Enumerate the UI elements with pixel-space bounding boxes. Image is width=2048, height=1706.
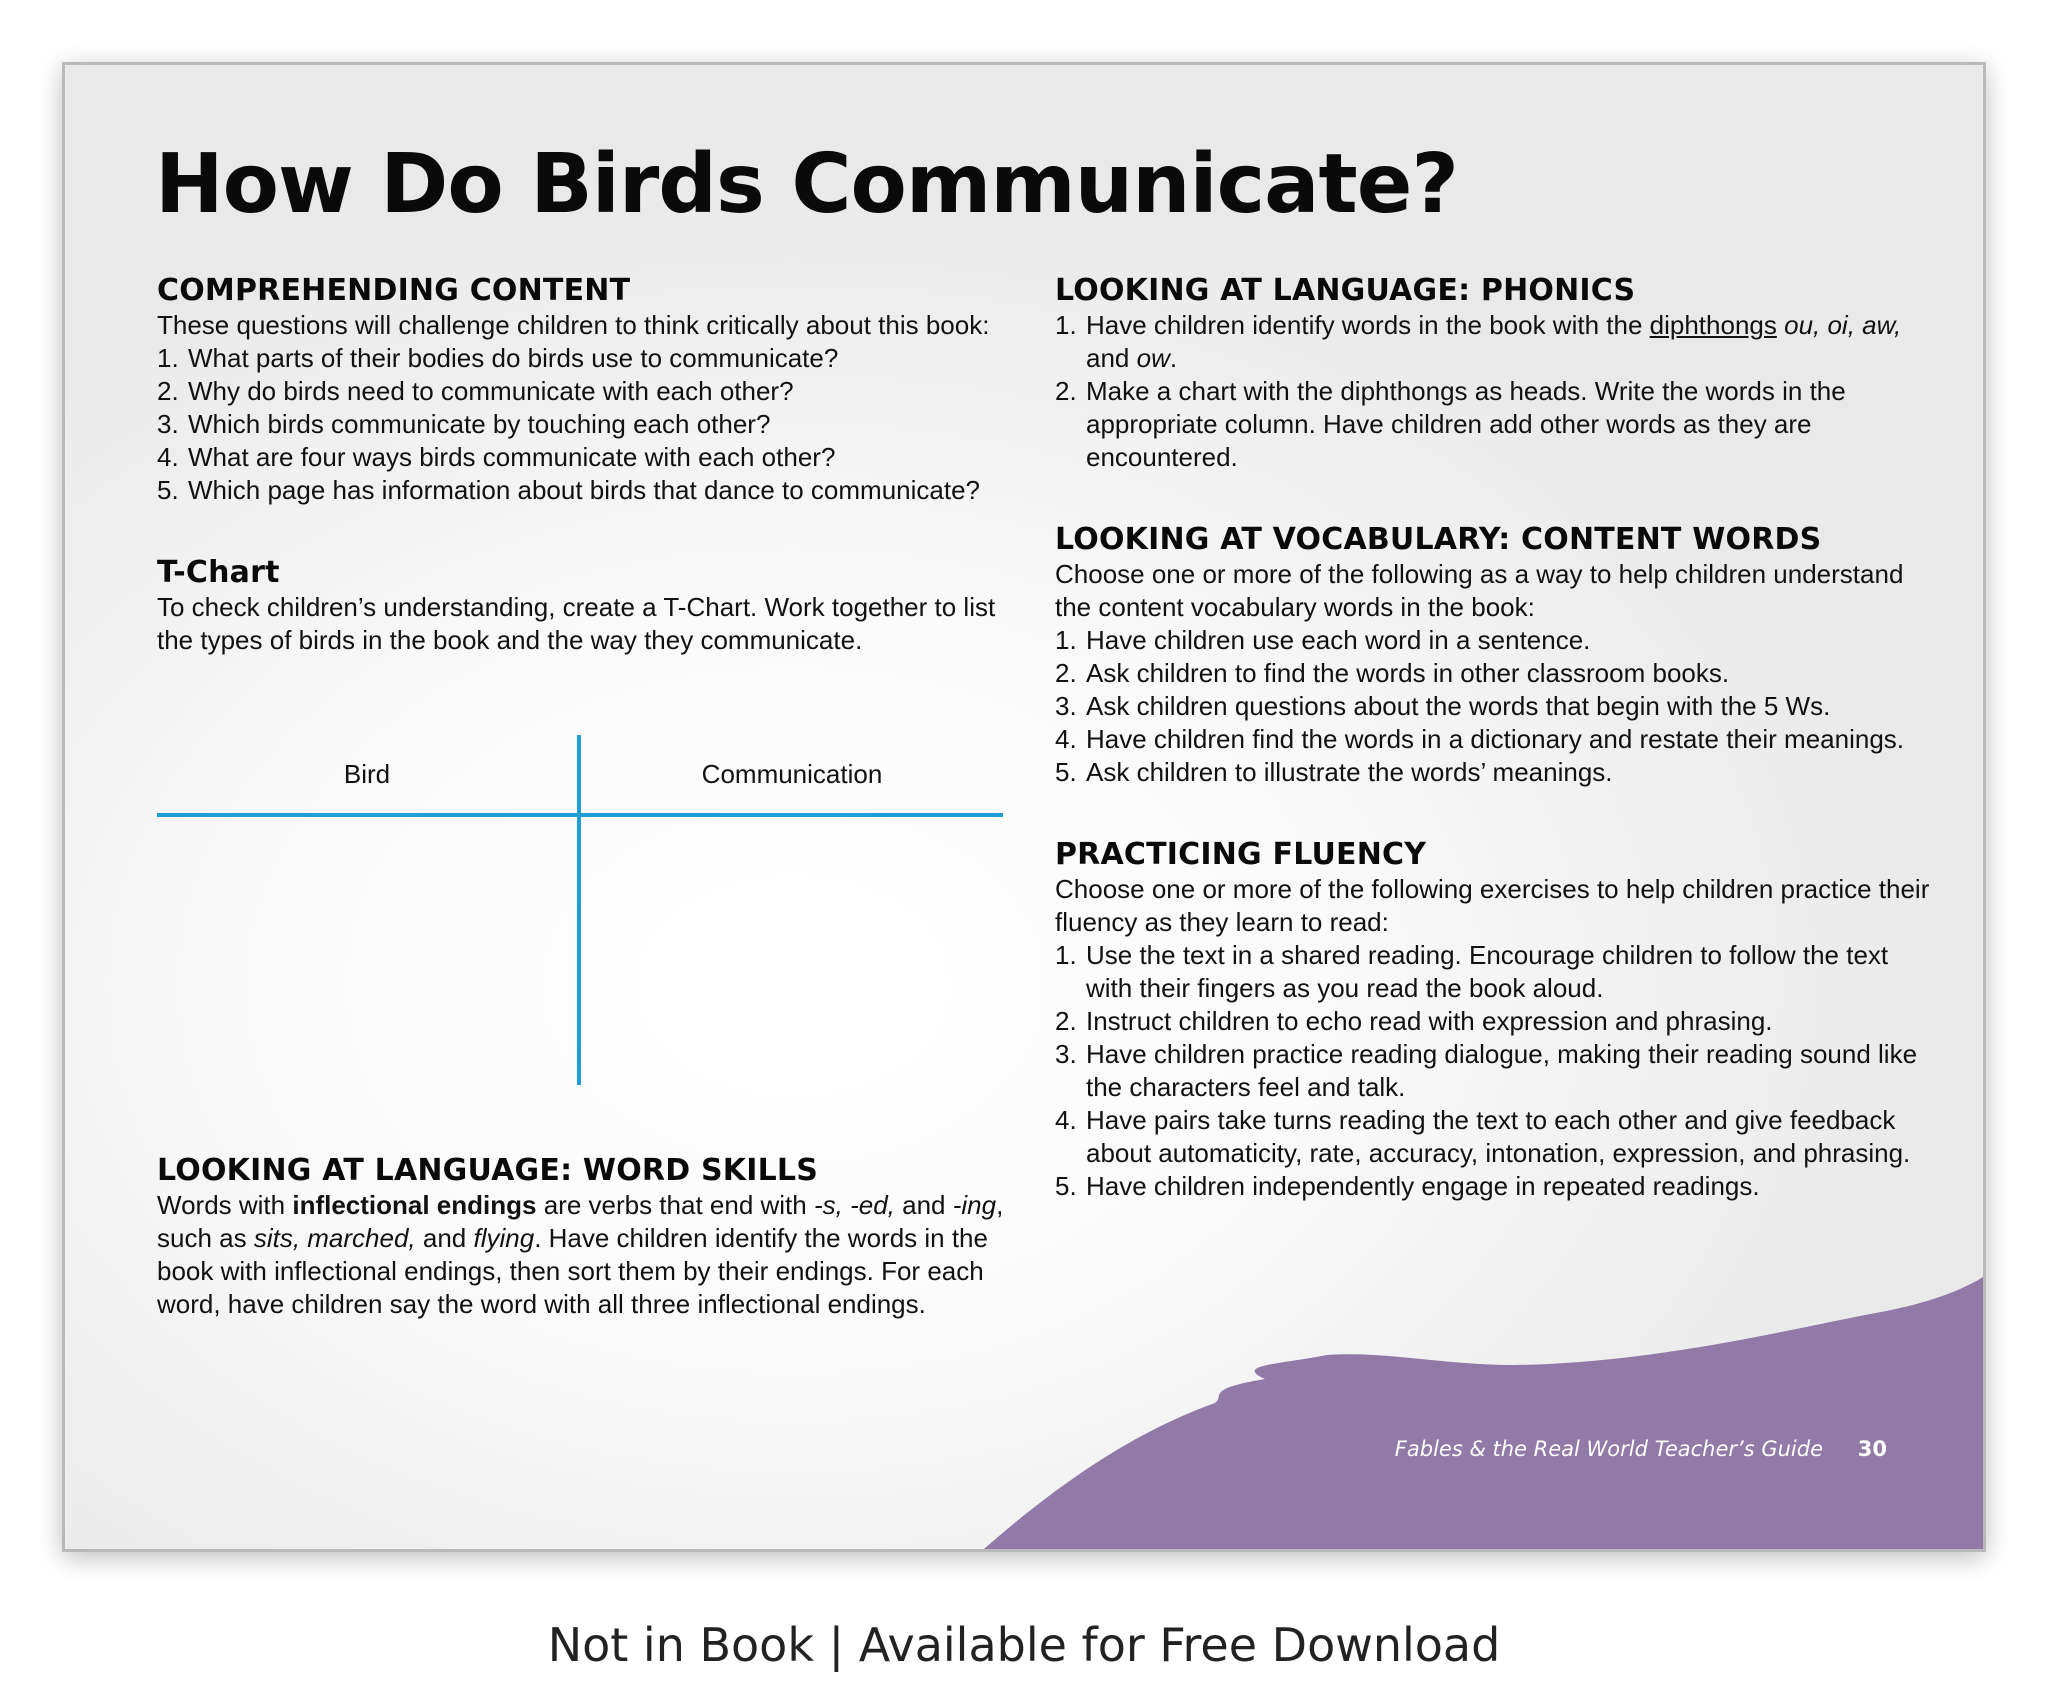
text-run: , such as [157,1190,1004,1253]
t-chart-section [157,555,1017,1085]
italic-term: -ing [952,1190,997,1220]
section-intro: Choose one or more of the following exercises to help children practice their fluency as they learn to read: [1055,874,1930,937]
item-number: 5. [1055,1171,1077,1201]
item-text: Which page has information about birds that dance to communicate? [188,475,981,505]
italic-term: sits, marched, [253,1223,416,1253]
item-number: 1. [157,343,179,373]
left-column [157,273,1017,1369]
item-text: Ask children to find the words in other classroom books. [1086,658,1730,688]
text-run: are verbs that end with [536,1190,814,1220]
item-number: 3. [1055,691,1077,721]
vocabulary-list [1055,624,1935,789]
italic-term: -s, -ed, [813,1190,895,1220]
section-intro: To check children’s understanding, create a T-Chart. Work together to list the types of birds in the book and the way they communicate. [157,592,996,655]
item-text: Have children use each word in a sentence. [1086,625,1591,655]
section-heading: LOOKING AT LANGUAGE: PHONICS [1055,273,1636,308]
item-text: Have children independently engage in repeated readings. [1086,1171,1760,1201]
list-item [1055,723,1935,756]
item-number: 5. [1055,757,1077,787]
item-text: Which birds communicate by touching each other? [188,409,771,439]
list-item [1055,690,1935,723]
italic-term: flying [473,1223,535,1253]
t-chart-column-bird: Bird [343,759,391,789]
item-number: 3. [157,409,179,439]
list-item [1055,939,1935,1005]
footer-guide-title: Fables & the Real World Teacher’s Guide [1394,1437,1823,1461]
bold-term: inflectional endings [292,1190,537,1220]
word-skills-section [157,1153,1017,1321]
item-number: 2. [1055,1006,1077,1036]
item-text: What parts of their bodies do birds use to communicate? [188,343,839,373]
item-text: Use the text in a shared reading. Encourage children to follow the text with their fingers as you read the book aloud. [1086,940,1889,1003]
item-number: 4. [157,442,179,472]
text-run: and [894,1190,953,1220]
list-item [1055,657,1935,690]
page-title: How Do Birds Communicate? [155,137,1458,232]
item-text: Ask children to illustrate the words’ meanings. [1086,757,1613,787]
list-item [157,408,1017,441]
section-heading: COMPREHENDING CONTENT [157,273,631,308]
t-chart [157,735,1003,1085]
item-number: 4. [1055,724,1077,754]
item-text: Have children find the words in a dictionary and restate their meanings. [1086,724,1904,754]
section-intro: These questions will challenge children to think critically about this book: [157,310,990,340]
list-item [1055,375,1935,474]
underlined-term: diphthongs [1649,310,1777,340]
section-heading: PRACTICING FLUENCY [1055,837,1427,872]
item-number: 2. [1055,658,1077,688]
section-heading: LOOKING AT LANGUAGE: WORD SKILLS [157,1153,819,1188]
item-number: 4. [1055,1105,1077,1135]
item-text: Why do birds need to communicate with each other? [188,376,794,406]
list-item [157,375,1017,408]
text-run: . [1169,343,1178,373]
item-number: 3. [1055,1039,1077,1069]
section-heading: LOOKING AT VOCABULARY: CONTENT WORDS [1055,522,1822,557]
text-run: Words with [157,1190,293,1220]
vocabulary-section [1055,522,1935,789]
t-chart-vertical-line [577,735,581,1085]
text-run: and [415,1223,474,1253]
text-run: and [1086,343,1137,373]
list-item [1055,1005,1935,1038]
list-item [1055,309,1935,375]
section-intro: Choose one or more of the following as a way to help children understand the content vocabulary words in the book: [1055,559,1904,622]
page-number: 30 [1857,1437,1887,1461]
fluency-list [1055,939,1935,1203]
italic-term: ou, oi, aw, [1784,310,1902,340]
download-caption: Not in Book | Available for Free Download [547,1618,1501,1672]
item-text: Instruct children to echo read with expression and phrasing. [1086,1006,1773,1036]
fluency-section [1055,837,1935,1203]
item-number: 1. [1055,940,1077,970]
right-column [1055,273,1935,1251]
list-item [157,474,1017,507]
list-item [157,441,1017,474]
list-item [1055,1038,1935,1104]
t-chart-column-communication: Communication [701,759,883,789]
item-number: 1. [1055,310,1077,340]
section-heading: T-Chart [157,555,280,590]
item-text: Have pairs take turns reading the text to each other and give feedback about automaticity, rate, accuracy, intonation, expression, and phrasing. [1086,1105,1911,1168]
item-text: Have children practice reading dialogue, making their reading sound like the characters feel and talk. [1086,1039,1918,1102]
italic-term: ow [1136,343,1170,373]
item-number: 2. [157,376,179,406]
footer-wave-shape [977,1273,1986,1552]
document-page [62,62,1986,1552]
list-item [1055,756,1935,789]
phonics-section [1055,273,1935,474]
list-item [1055,1170,1935,1203]
text-run: Have children identify words in the book with the [1086,310,1650,340]
list-item [1055,624,1935,657]
item-text: Ask children questions about the words that begin with the 5 Ws. [1086,691,1831,721]
item-number: 2. [1055,376,1077,406]
item-text: What are four ways birds communicate with each other? [188,442,836,472]
text-run: . Have children identify the words in the book with inflectional endings, then sort them by their endings. For each word, have children say the word with all three inflectional endings. [157,1223,988,1319]
item-number: 5. [157,475,179,505]
list-item [1055,1104,1935,1170]
question-list [157,342,1017,507]
item-text: Make a chart with the diphthongs as heads. Write the words in the appropriate column. Have children add other words as they are encountered. [1086,376,1846,472]
comprehending-content-section [157,273,1017,507]
phonics-list [1055,309,1935,474]
item-number: 1. [1055,625,1077,655]
list-item [157,342,1017,375]
word-skills-paragraph [157,1189,1017,1321]
